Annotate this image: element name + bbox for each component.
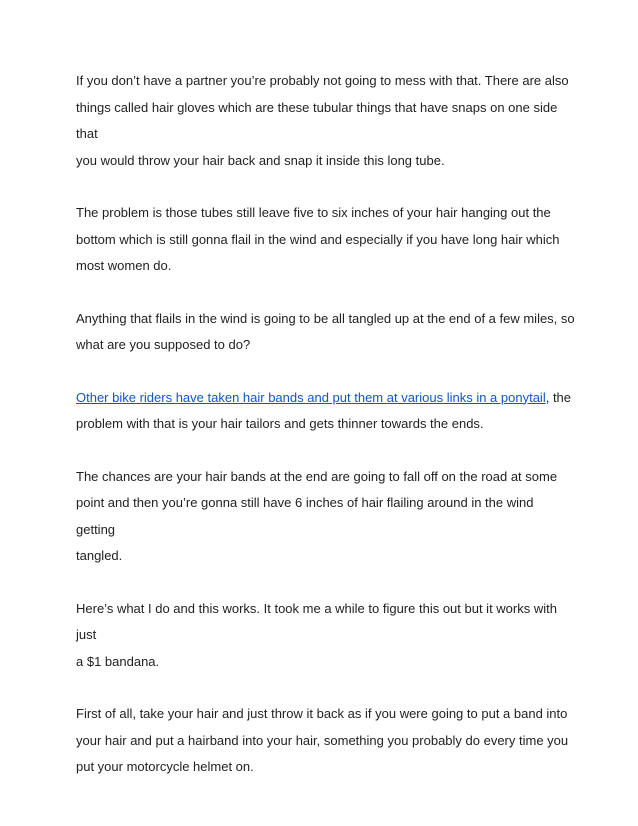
text-line: your hair and put a hairband into your hair, something you probably do every time you (76, 732, 569, 748)
paragraph-hair-bands-fall-off (76, 464, 576, 570)
paragraph-tubes-problem (76, 200, 576, 280)
text-line: The chances are your hair bands at the end are going to fall off on the road at some (76, 468, 558, 484)
text-line: you would throw your hair back and snap it inside this long tube. (76, 152, 445, 168)
text-line: , the (545, 389, 572, 405)
text-line: First of all, take your hair and just throw it back as if you were going to put a band into (76, 706, 568, 721)
text-line: put your motorcycle helmet on. (76, 759, 254, 774)
text-line: bottom which is still gonna flail in the wind and especially if you have long hair which (76, 231, 560, 247)
text-line: point and then you’re gonna still have 6 inches of hair flailing around in the wind getting (76, 495, 534, 537)
text-line: tangled. (76, 548, 123, 563)
text-line: If you don’t have a partner you’re probably not going to mess with that. There are also (76, 73, 569, 88)
hair-bands-ponytail-link[interactable]: Other bike riders have taken hair bands and put them at various links in a ponytail (76, 389, 546, 405)
text-line: Anything that flails in the wind is going to be all tangled up at the end of a few miles, so (76, 310, 575, 326)
text-line: Here’s what I do and this works. It took me a while to figure this out but it works with just (76, 600, 557, 642)
paragraph-flails-in-wind (76, 306, 576, 359)
document-body (76, 68, 576, 807)
paragraph-bandana-solution (76, 596, 576, 676)
paragraph-partner-hair-gloves (76, 68, 576, 174)
text-line: problem with that is your hair tailors and gets thinner towards the ends. (76, 416, 484, 431)
paragraph-first-step (76, 701, 576, 781)
text-line: things called hair gloves which are these tubular things that have snaps on one side that (76, 99, 558, 141)
paragraph-bike-riders-hair-bands (76, 385, 576, 438)
text-line: The problem is those tubes still leave five to six inches of your hair hanging out the (76, 205, 551, 220)
text-line: a $1 bandana. (76, 653, 160, 669)
text-line: most women do. (76, 258, 172, 273)
text-line: what are you supposed to do? (76, 337, 251, 352)
